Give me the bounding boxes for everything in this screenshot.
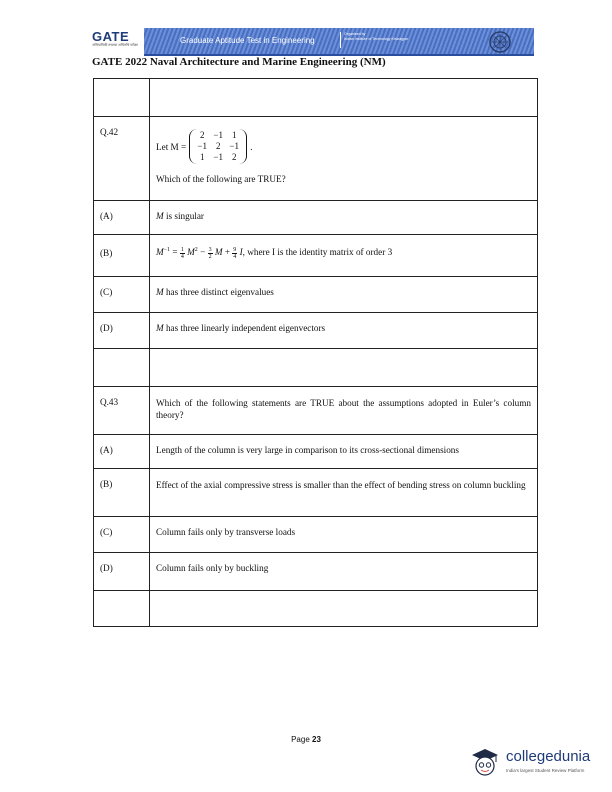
table-row: [94, 313, 538, 349]
empty-cell: [94, 349, 150, 387]
table-row: [94, 387, 538, 435]
gate-logo: [92, 30, 140, 54]
empty-cell: [150, 349, 538, 387]
let-text: Let M =: [156, 141, 187, 152]
gate-logo-subtitle: अभियांत्रिकी स्नातक अभिरुचि परीक्षा: [92, 43, 138, 47]
matrix-entry: −1: [229, 141, 239, 151]
banner-title: Graduate Aptitude Test in Engineering: [180, 36, 315, 45]
option-formula: $M^{-1}$ = $\frac{1}{4}$ $M^2$ − $\frac{3}{2}$ M + $\frac{9}{4}$ I, where I is the identity matrix of order 3: [156, 247, 393, 261]
page-number: [0, 735, 612, 744]
option-label: (B): [100, 479, 113, 489]
gate-logo-text: GATE: [92, 29, 130, 44]
option-label: (A): [100, 445, 113, 455]
option-label: (A): [100, 211, 113, 221]
option-label: (B): [100, 248, 113, 258]
matrix-entry: −1: [213, 130, 223, 140]
option-formula-suffix: , where I is the identity matrix of order 3: [242, 247, 393, 258]
option-text: M has three distinct eigenvalues: [156, 287, 274, 297]
option-label: (C): [100, 287, 113, 297]
table-row: [94, 117, 538, 201]
page-header: [92, 28, 562, 56]
table-row: [94, 517, 538, 553]
page-number-value: 23: [312, 735, 321, 744]
question-prompt: Which of the following are TRUE?: [156, 174, 286, 184]
option-label: (D): [100, 323, 113, 333]
table-row: [94, 591, 538, 627]
question-table: [93, 78, 538, 627]
matrix-entry: 1: [199, 152, 205, 162]
table-row: [94, 277, 538, 313]
page-label: Page: [291, 735, 310, 744]
table-row: [94, 435, 538, 469]
header-banner: [144, 28, 534, 56]
matrix-entry: 2: [215, 141, 221, 151]
matrix-entry: 2: [231, 152, 237, 162]
option-label: (C): [100, 527, 113, 537]
empty-cell: [94, 79, 150, 117]
table-row: [94, 349, 538, 387]
table-row: [94, 553, 538, 591]
matrix-entry: 1: [231, 130, 237, 140]
collegedunia-logo: [468, 746, 608, 780]
banner-divider: [340, 32, 341, 48]
matrix-m: [189, 129, 247, 164]
brand-name: collegedunia: [506, 748, 591, 765]
option-text: Column fails only by buckling: [156, 563, 269, 573]
table-row: [94, 469, 538, 517]
organizer-text: [344, 32, 408, 42]
option-label: (D): [100, 563, 113, 573]
empty-cell: [94, 591, 150, 627]
question-prompt: Which of the following statements are TRUE about the assumptions adopted in Euler’s column theory?: [156, 398, 531, 420]
question-number: Q.43: [100, 397, 119, 407]
matrix-entry: −1: [197, 141, 207, 151]
option-text: M is singular: [156, 211, 204, 221]
option-text: M has three linearly independent eigenvectors: [156, 323, 326, 333]
table-row: [94, 79, 538, 117]
paper-title: GATE 2022 Naval Architecture and Marine Engineering (NM): [92, 56, 386, 68]
question-number: Q.42: [100, 127, 119, 137]
empty-cell: [150, 79, 538, 117]
iit-emblem-icon: [488, 30, 512, 54]
table-row: [94, 201, 538, 235]
option-text: Column fails only by transverse loads: [156, 527, 296, 537]
matrix-entry: 2: [199, 130, 205, 140]
table-row: [94, 235, 538, 277]
question-body: [156, 117, 531, 184]
brand-tagline: India's largest Student Review Platform: [506, 768, 585, 773]
matrix-entry: −1: [213, 152, 223, 162]
option-text: Length of the column is very large in comparison to its cross-sectional dimensions: [156, 445, 459, 455]
organizer-line-2: Indian Institute of Technology Kharagpur: [344, 37, 409, 41]
graduate-avatar-icon: [468, 746, 502, 780]
empty-cell: [150, 591, 538, 627]
option-text: Effect of the axial compressive stress is smaller than the effect of bending stress on column buckling: [156, 480, 526, 490]
organizer-line-1: Organised by: [344, 32, 366, 36]
matrix-definition: Let M = 2 −1 1 −1 2 −1 1 −1 2 .: [156, 130, 253, 162]
